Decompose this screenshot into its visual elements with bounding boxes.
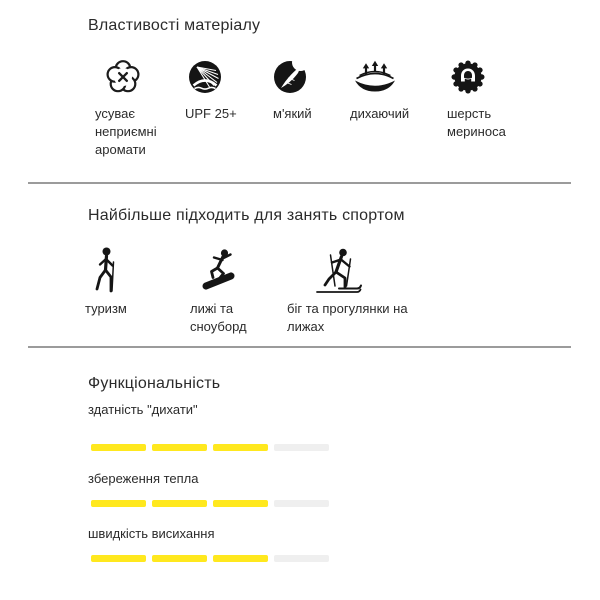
- rating-segment-filled: [152, 444, 207, 451]
- rating-segment-filled: [213, 555, 268, 562]
- section-divider: [28, 346, 571, 348]
- material-property-icon-box: [352, 57, 398, 97]
- sport-item: [287, 246, 409, 336]
- sport-label: лижі та сноуборд: [190, 301, 247, 334]
- rating-bar: [91, 555, 329, 562]
- rating-segment-empty: [274, 500, 329, 507]
- rating-row: [88, 401, 329, 451]
- rating-segment-filled: [152, 555, 207, 562]
- rating-segment-filled: [152, 500, 207, 507]
- material-property-label: шерсть мериноса: [447, 106, 506, 139]
- material-property-icon-box: [103, 57, 143, 97]
- material-property-label: усуває неприємні аромати: [95, 106, 157, 157]
- sport-icon-box: [315, 246, 363, 294]
- functionality-title: Функціональність: [88, 375, 221, 392]
- rating-row: [88, 470, 329, 507]
- rating-label: збереження тепла: [88, 471, 199, 486]
- rating-segment-filled: [91, 500, 146, 507]
- merino-wool-icon: [450, 59, 486, 95]
- material-property-icon-box: [450, 57, 486, 97]
- sport-label: туризм: [85, 301, 127, 316]
- breathability-icon: [352, 60, 398, 94]
- material-property-label: UPF 25+: [185, 106, 237, 121]
- material-property-label: дихаючий: [350, 106, 410, 121]
- rating-bar: [91, 444, 329, 451]
- rating-segment-empty: [274, 444, 329, 451]
- rating-segment-filled: [213, 500, 268, 507]
- sport-label: біг та прогулянки на лижах: [287, 301, 408, 334]
- material-property-icon-box: [188, 57, 222, 97]
- sport-icon-box: [200, 246, 240, 294]
- rating-label: швидкість висихання: [88, 526, 215, 541]
- material-property-item: [447, 57, 521, 141]
- sport-item: [85, 246, 127, 318]
- rating-segment-filled: [91, 555, 146, 562]
- sport-icon-box: [93, 246, 121, 294]
- material-property-item: [350, 57, 409, 123]
- uv-protection-icon: [188, 60, 222, 94]
- section-divider: [28, 182, 571, 184]
- ski-snowboard-icon: [200, 248, 240, 292]
- odor-removal-icon: [103, 57, 143, 97]
- material-property-label: м'який: [273, 106, 312, 121]
- suitable-sports-title: Найбільше підходить для занять спортом: [88, 207, 405, 224]
- rating-label: здатність "дихати": [88, 402, 198, 417]
- rating-segment-filled: [213, 444, 268, 451]
- hiking-icon: [93, 247, 121, 293]
- softness-icon: [273, 60, 307, 94]
- material-property-item: [95, 57, 169, 159]
- material-property-item: [273, 57, 312, 123]
- material-properties-title: Властивості матеріалу: [88, 17, 261, 34]
- sport-item: [190, 246, 264, 336]
- material-property-icon-box: [273, 57, 307, 97]
- cross-country-skiing-icon: [315, 247, 363, 293]
- rating-segment-empty: [274, 555, 329, 562]
- rating-bar: [91, 500, 329, 507]
- material-property-item: [185, 57, 237, 123]
- rating-row: [88, 525, 329, 562]
- rating-segment-filled: [91, 444, 146, 451]
